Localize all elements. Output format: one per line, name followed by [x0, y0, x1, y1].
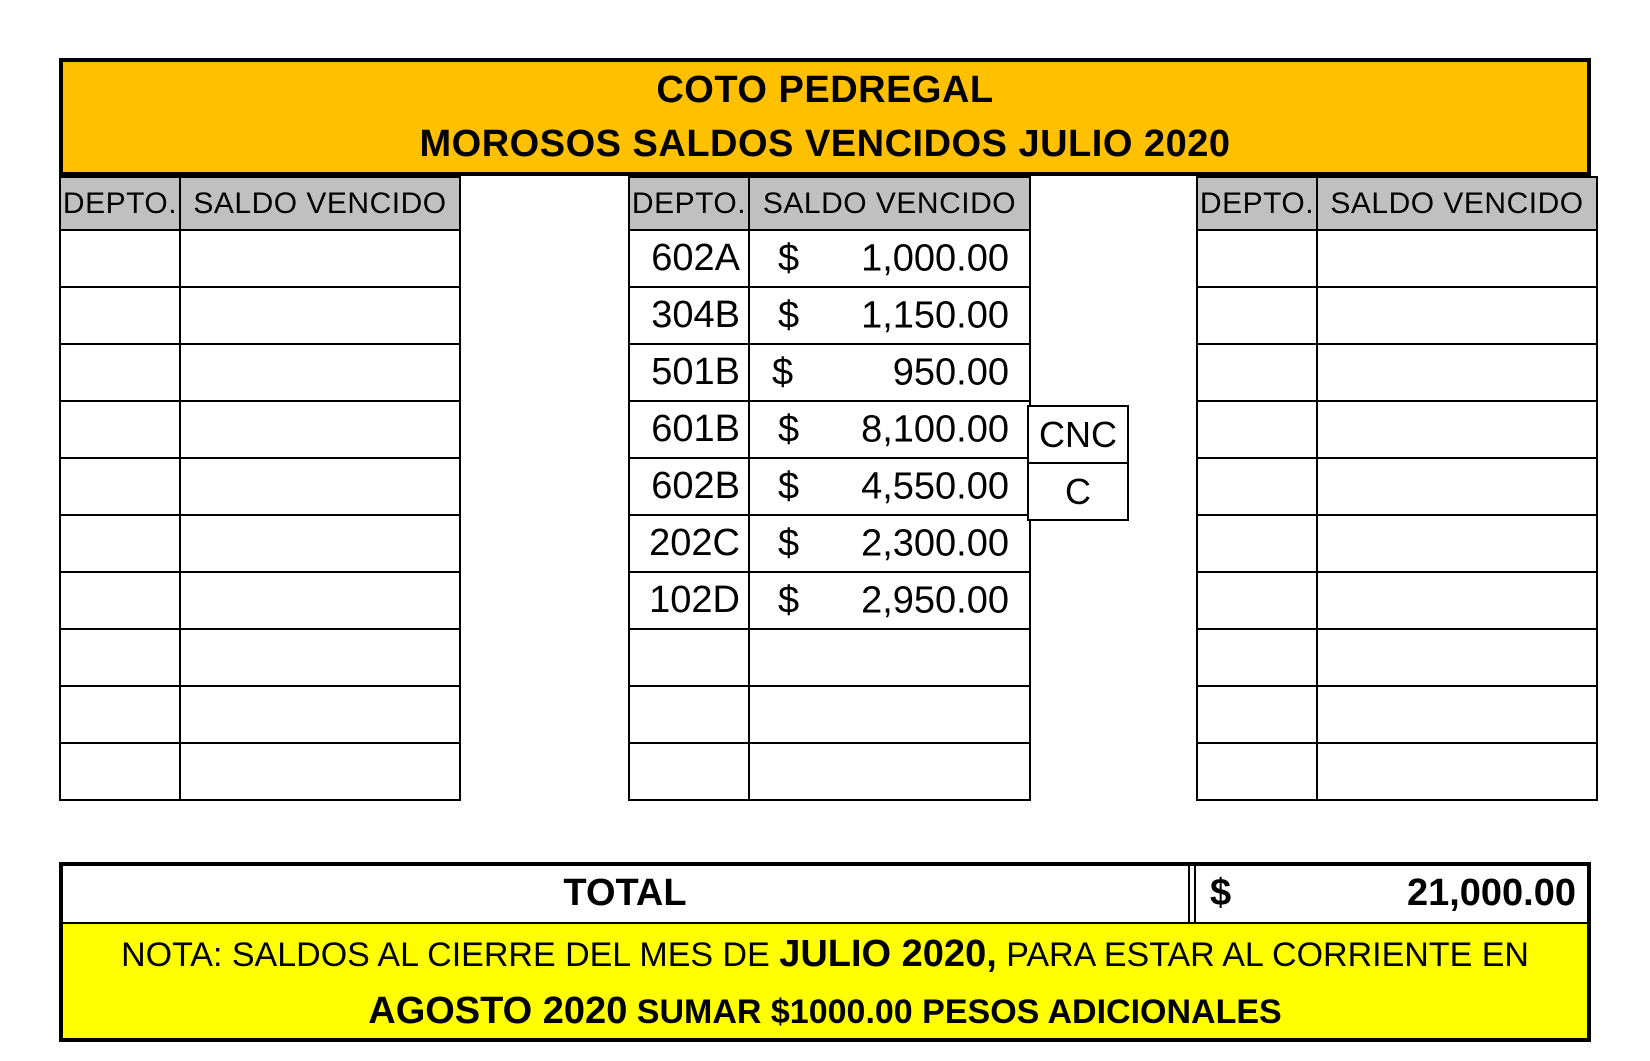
- depto-cell: [1197, 629, 1317, 686]
- table-row: [60, 344, 460, 401]
- saldo-amount: 1,150.00: [861, 294, 1009, 336]
- header-saldo: SALDO VENCIDO: [180, 177, 460, 230]
- title-band: [59, 58, 1591, 176]
- table-row: [60, 401, 460, 458]
- depto-cell: [1197, 686, 1317, 743]
- depto-cell: 501B: [629, 344, 749, 401]
- depto-cell: [60, 743, 180, 800]
- table-row: [629, 572, 1030, 629]
- header-depto: DEPTO.: [629, 177, 749, 230]
- note-highlight-2: AGOSTO 2020: [368, 990, 628, 1032]
- depto-cell: 304B: [629, 287, 749, 344]
- depto-cell: [1197, 230, 1317, 287]
- saldo-cell: [1317, 458, 1597, 515]
- depto-cell: [629, 629, 749, 686]
- saldo-cell: [1317, 287, 1597, 344]
- table-row: [629, 743, 1030, 800]
- depto-cell: [1197, 344, 1317, 401]
- saldo-cell: [180, 629, 460, 686]
- table-row: [629, 686, 1030, 743]
- saldo-cell: [1317, 743, 1597, 800]
- saldo-cell: [749, 743, 1030, 800]
- depto-cell: [60, 629, 180, 686]
- saldo-cell: [1317, 572, 1597, 629]
- left-table: [59, 176, 461, 801]
- saldo-cell: [180, 344, 460, 401]
- saldo-cell: [749, 515, 1030, 572]
- currency-symbol: $: [772, 351, 794, 393]
- table-row: [60, 515, 460, 572]
- currency-symbol: $: [778, 579, 800, 621]
- header-saldo: SALDO VENCIDO: [749, 177, 1030, 230]
- saldo-cell: [180, 686, 460, 743]
- saldo-amount: 950.00: [892, 351, 1009, 393]
- note-text-1: NOTA: SALDOS AL CIERRE DEL MES DE: [121, 936, 780, 974]
- total-currency: $: [1210, 871, 1232, 914]
- note-box-602b: C: [1027, 462, 1129, 521]
- saldo-amount: 2,950.00: [861, 579, 1009, 621]
- saldo-cell: [180, 515, 460, 572]
- header-saldo: SALDO VENCIDO: [1317, 177, 1597, 230]
- saldo-cell: [749, 686, 1030, 743]
- table-row: [629, 515, 1030, 572]
- depto-cell: [60, 230, 180, 287]
- currency-symbol: $: [778, 408, 800, 450]
- saldo-cell: [749, 572, 1030, 629]
- depto-cell: [1197, 572, 1317, 629]
- table-row: [60, 743, 460, 800]
- depto-cell: [629, 686, 749, 743]
- saldo-cell: [749, 287, 1030, 344]
- saldo-cell: [180, 743, 460, 800]
- header-depto: DEPTO.: [1197, 177, 1317, 230]
- saldo-cell: [180, 287, 460, 344]
- note-highlight-1: JULIO 2020,: [779, 933, 997, 975]
- saldo-cell: [1317, 629, 1597, 686]
- center-table-body: [629, 230, 1030, 800]
- table-row: [1197, 515, 1597, 572]
- saldo-cell: [749, 230, 1030, 287]
- table-row: [1197, 401, 1597, 458]
- table-row: [60, 230, 460, 287]
- saldo-cell: [749, 458, 1030, 515]
- table-row: [629, 344, 1030, 401]
- table-row: [1197, 743, 1597, 800]
- saldo-amount: 4,550.00: [861, 465, 1009, 507]
- saldo-cell: [1317, 344, 1597, 401]
- title-line-1: COTO PEDREGAL: [656, 69, 994, 111]
- note-text-3: SUMAR $1000.00 PESOS ADICIONALES: [627, 993, 1282, 1031]
- table-row: [1197, 287, 1597, 344]
- table-row: [1197, 629, 1597, 686]
- right-table-body: [1197, 230, 1597, 800]
- saldo-cell: [1317, 686, 1597, 743]
- depto-cell: [1197, 515, 1317, 572]
- table-row: [629, 287, 1030, 344]
- saldo-cell: [180, 458, 460, 515]
- table-row: [60, 686, 460, 743]
- depto-cell: [1197, 287, 1317, 344]
- depto-cell: [1197, 743, 1317, 800]
- depto-cell: 601B: [629, 401, 749, 458]
- saldo-cell: [180, 230, 460, 287]
- title-line-2: MOROSOS SALDOS VENCIDOS JULIO 2020: [419, 123, 1231, 165]
- currency-symbol: $: [778, 294, 800, 336]
- right-table: [1196, 176, 1598, 801]
- depto-cell: [1197, 401, 1317, 458]
- saldo-cell: [1317, 515, 1597, 572]
- saldo-amount: 8,100.00: [861, 408, 1009, 450]
- table-row: [1197, 458, 1597, 515]
- depto-cell: 602B: [629, 458, 749, 515]
- depto-cell: [60, 458, 180, 515]
- saldo-cell: [1317, 401, 1597, 458]
- saldo-cell: [180, 572, 460, 629]
- saldo-amount: 1,000.00: [861, 237, 1009, 279]
- table-row: [629, 458, 1030, 515]
- currency-symbol: $: [778, 465, 800, 507]
- total-label: TOTAL: [563, 871, 687, 914]
- table-row: [60, 572, 460, 629]
- table-row: [60, 629, 460, 686]
- note-text-2: PARA ESTAR AL CORRIENTE EN: [996, 936, 1529, 974]
- saldo-cell: [749, 401, 1030, 458]
- table-row: [1197, 686, 1597, 743]
- saldo-cell: [1317, 230, 1597, 287]
- table-row: [629, 629, 1030, 686]
- table-row: [60, 458, 460, 515]
- total-divider: [1188, 862, 1196, 924]
- depto-cell: [1197, 458, 1317, 515]
- depto-cell: [60, 401, 180, 458]
- depto-cell: [60, 572, 180, 629]
- depto-cell: [60, 287, 180, 344]
- saldo-cell: [749, 629, 1030, 686]
- table-row: [1197, 344, 1597, 401]
- table-row: [1197, 572, 1597, 629]
- depto-cell: [60, 344, 180, 401]
- saldo-cell: [749, 344, 1030, 401]
- depto-cell: [60, 515, 180, 572]
- saldo-cell: [180, 401, 460, 458]
- center-table: [628, 176, 1031, 801]
- depto-cell: 602A: [629, 230, 749, 287]
- note-band: [59, 922, 1591, 1042]
- left-table-body: [60, 230, 460, 800]
- depto-cell: [60, 686, 180, 743]
- note-box-601b: CNC: [1027, 405, 1129, 464]
- table-row: [629, 230, 1030, 287]
- header-depto: DEPTO.: [60, 177, 180, 230]
- depto-cell: 202C: [629, 515, 749, 572]
- table-row: [60, 287, 460, 344]
- currency-symbol: $: [778, 522, 800, 564]
- saldo-amount: 2,300.00: [861, 522, 1009, 564]
- table-row: [1197, 230, 1597, 287]
- depto-cell: [629, 743, 749, 800]
- depto-cell: 102D: [629, 572, 749, 629]
- table-row: [629, 401, 1030, 458]
- currency-symbol: $: [778, 237, 800, 279]
- total-amount: 21,000.00: [1406, 871, 1576, 914]
